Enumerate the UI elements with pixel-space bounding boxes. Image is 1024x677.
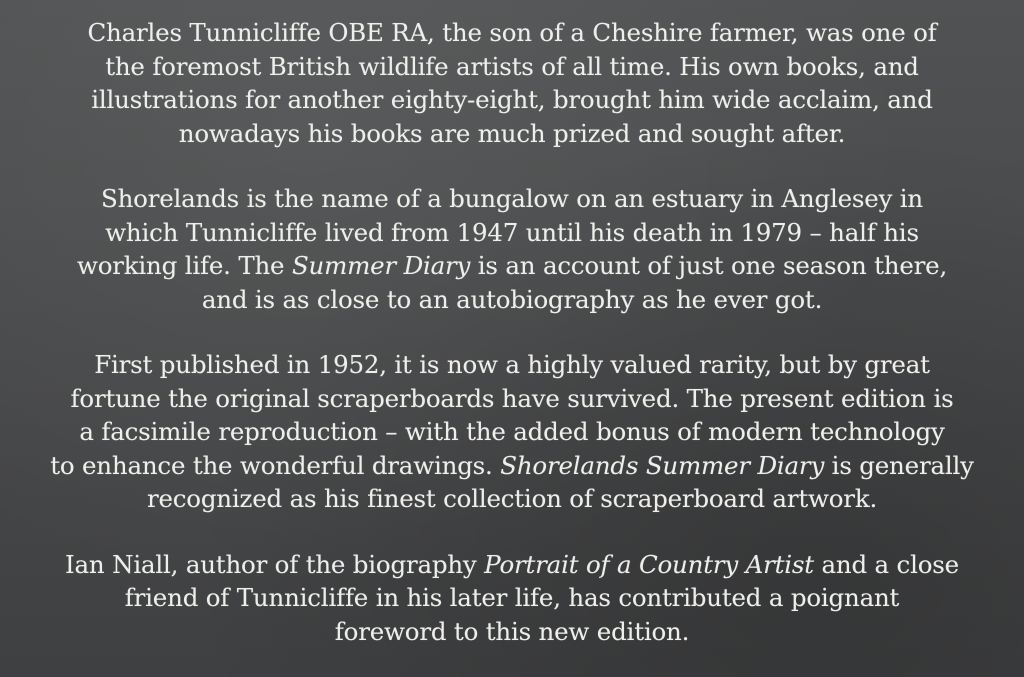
- book-title-summer-diary: Summer Diary: [291, 251, 471, 280]
- text-line: First published in 1952, it is now a highly valued rarity, but by great: [94, 350, 930, 379]
- text-line: the foremost British wildlife artists of all time. His own books, and: [105, 51, 919, 81]
- text-line: illustrations for another eighty-eight, brought him wide acclaim, and: [91, 85, 933, 114]
- text-line: fortune the original scraperboards have survived. The present edition is: [70, 383, 954, 413]
- book-title-shorelands-summer-diary: Shorelands Summer Diary: [500, 450, 825, 480]
- blurb-paragraph-2: [20, 182, 1004, 316]
- blurb-paragraph-4: [20, 548, 1004, 649]
- text-line: which Tunnicliffe lived from 1947 until his death in 1979 – half his: [105, 217, 919, 247]
- text-line: Shorelands is the name of a bungalow on an estuary in Anglesey in: [100, 184, 924, 213]
- text-line: recognized as his finest collection of scraperboard artwork.: [146, 484, 878, 513]
- text-line: Ian Niall, author of the biography Portrait of a Country Artist and a close: [65, 549, 959, 579]
- blurb-paragraph-3: [20, 348, 1004, 516]
- text-line: nowadays his books are much prized and sought after.: [178, 118, 846, 148]
- text-line: to enhance the wonderful drawings. Shorelands Summer Diary is generally: [50, 450, 974, 480]
- blurb-paragraph-1: [20, 16, 1004, 150]
- book-title-portrait-of-a-country-artist: Portrait of a Country Artist: [484, 549, 814, 579]
- text-line: foreword to this new edition.: [334, 616, 690, 646]
- text-line: a facsimile reproduction – with the added bonus of modern technology: [79, 417, 945, 446]
- text-line: friend of Tunnicliffe in his later life, has contributed a poignant: [124, 583, 900, 612]
- text-line: and is as close to an autobiography as he ever got.: [201, 284, 823, 314]
- text-line: Charles Tunnicliffe OBE RA, the son of a Cheshire farmer, was one of: [87, 18, 937, 47]
- text-line: working life. The Summer Diary is an account of just one season there,: [76, 251, 948, 280]
